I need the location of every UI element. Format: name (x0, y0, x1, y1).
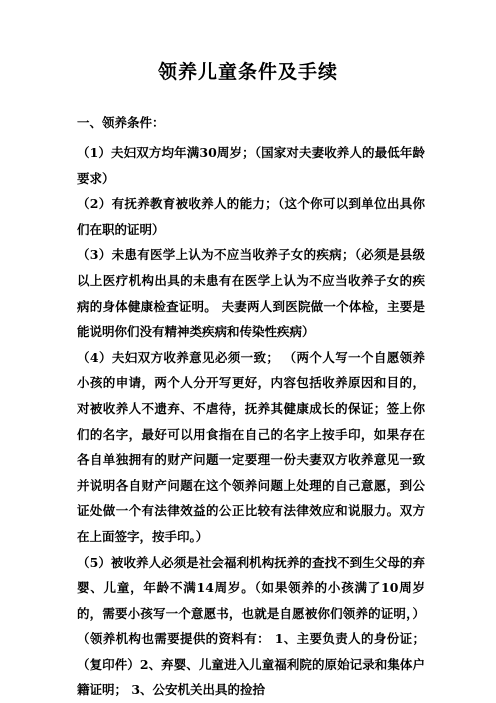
paragraph-condition-1: （1）夫妇双方均年满30周岁；（国家对夫妻收养人的最低年龄要求） (77, 140, 425, 191)
section-heading: 一、领养条件： (77, 112, 165, 134)
document-body (77, 140, 425, 703)
paragraph-condition-4: （4）夫妇双方收养意见必须一致； （两个人写一个自愿领养小孩的申请，两个人分开写更好，内容包括收养原因和目的，对被收养人不遗弃、不虐待，抚养其健康成长的保证；签上你们的名字，最好可以用食指在自己的名字上按手印，如果存在各自单独拥有的财产问题一定要理一份夫妻双方收养意见一致并说明各自财产问题在这个领养问题上处理的自己意愿，到公证处做一个有法律效益的公正比较有法律效应和说服力。双方在上面签字，按手印。） (77, 345, 425, 550)
document-title: 领养儿童条件及手续 (0, 58, 496, 86)
paragraph-condition-5: （5）被收养人必须是社会福利机构抚养的查找不到生父母的弃婴、儿童，年龄不满14周岁。（如果领养的小孩满了10周岁的，需要小孩写一个意愿书，也就是自愿被你们领养的证明，）（领养机构也需要提供的资料有： 1、主要负责人的身份证；（复印件）2、弃婴、儿童进入儿童福利院的原始记录和集体户籍证明； 3、公安机关出具的捡拾 (77, 550, 425, 703)
paragraph-condition-3: （3）未患有医学上认为不应当收养子女的疾病；（必须是县级以上医疗机构出具的未患有在医学上认为不应当收养子女的疾病的身体健康检查证明。 夫妻两人到医院做一个体检，主要是能说明你们没有精神类疾病和传染性疾病） (77, 242, 425, 344)
paragraph-condition-2: （2）有抚养教育被收养人的能力；（这个你可以到单位出具你们在职的证明） (77, 191, 425, 242)
